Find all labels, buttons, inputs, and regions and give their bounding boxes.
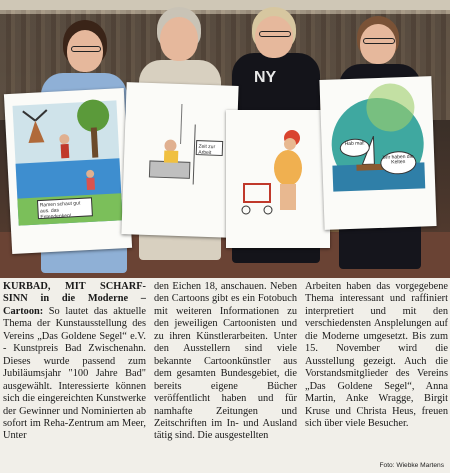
cartoon-poster-2 — [121, 82, 238, 238]
poster-4-bubble-2: Wir haben die Kelten — [380, 151, 417, 175]
article-column-2: den Eichen 18, anschauen. Neben den Cartoons gibt es ein Fotobuch mit weiteren Informationen zu den jeweiligen Cartoonisten und zu ihren Künstlerarbeiten. Unter den Ausstellern sind viele bekannte Cartoonkünstler aus dem gesamten Bundesgebiet, die bereits eigene Bücher veröffentlicht haben und für namhafte Zeitungen und Zeitschriften im In- und Ausland tätig sind. Die ausgestellten — [154, 281, 297, 442]
poster-2-sign: Zeit zur Arbeit — [198, 143, 216, 157]
poster-4-bubble-1: Hab mal! — [339, 138, 370, 157]
article-kicker: KURBAD, MIT SCHARF-SINN in die Moderne – Cartoon: — [3, 281, 146, 317]
cartoon-windmill-pond — [4, 88, 132, 254]
poster-1-sign: Ramen schaut gut aus. das Entendenken! — [39, 200, 81, 221]
article-body — [3, 281, 448, 461]
article-column-1-text: So lautet das aktuelle Thema der Kunstausstellung des Vereins „Das Goldene Segel“ e.V. - Kunstpreis Bad Zwischenahn. Dieses wurde passend zum Jubiläumsjahr "100 Jahre Bad" ausgewählt. Interessierte können sich die eingereichten Kunstwerke der Gewinner und Nominierten ab sofort im Reha-Zentrum am Meer, Unter — [3, 305, 146, 442]
cartoon-poster-1 — [4, 88, 132, 254]
cartoon-sailboat — [319, 76, 436, 230]
article-column-3: Arbeiten haben das vorgegebene Thema interessant und raffiniert interpretiert und mit den verschiedensten Ansplelungen auf die Moderne umgesetzt. Bis zum 15. November wird die Ausstellung gezeigt. Auch die Vorstandsmitglieder des Vereins „Das Goldene Segel“, Anna Martin, Anke Wragge, Birgit Kruse und Christa Heus, freuen sich über viele Besucher. — [305, 281, 448, 429]
cartoon-poster-3 — [226, 110, 330, 248]
article-column-1 — [3, 281, 146, 463]
ny-shirt-print: NY — [254, 69, 277, 86]
cartoon-poster-4 — [319, 76, 436, 230]
photo-credit: Foto: Wiebke Martens — [379, 462, 444, 469]
cartoon-walker-woman — [226, 110, 330, 248]
cartoon-bath-scene — [121, 82, 238, 238]
